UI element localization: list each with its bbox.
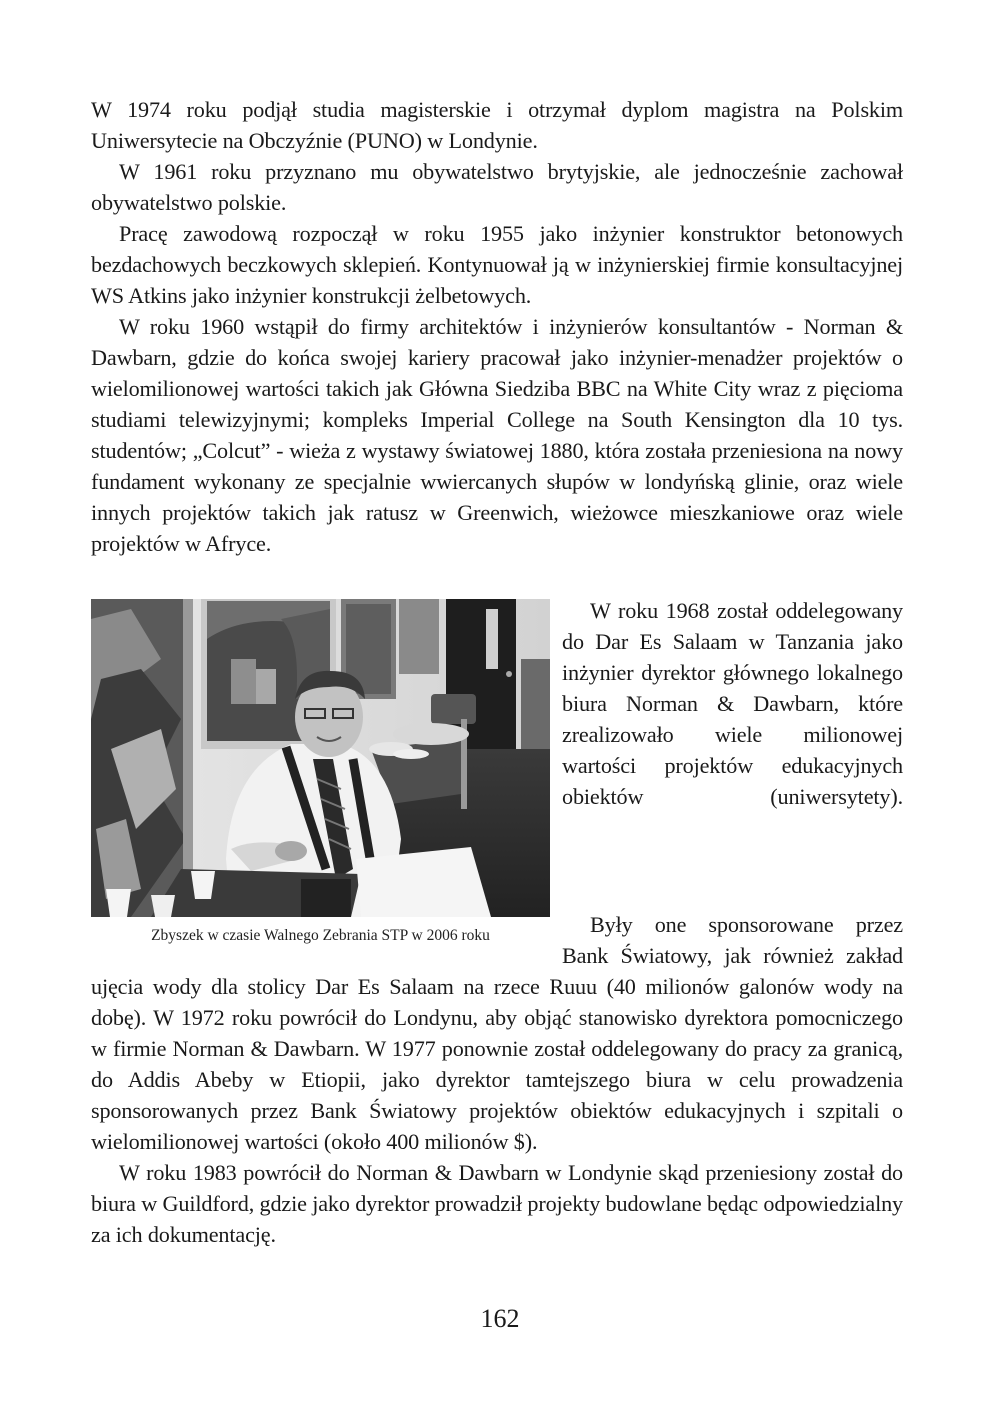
paragraph-world-bank: Były one sponsorowane przez Bank Światowy, jak również zakład ujęcia wody dla stolicy Dar Es Salaam na rzece Ruuu (40 milionów galonów wody na dobę). W 1972 roku powrócił do Londynu, aby objąć stanowisko dyrektora pomocniczego w firmie Norman & Dawbarn. W 1977 ponownie został oddelegowany do pracy za granicą, do Addis Abeby w Etiopii, jako dyrektor tamtejszego biura w celu prowadzenia sponsorowanych przez Bank Światowy projektów obiektów edukacyjnych i szpitali o wielomilionowej wartości (około 400 milionów $).	[91, 912, 903, 1154]
page-body	[91, 94, 903, 1250]
paragraph-puno-studies: W 1974 roku podjął studia magisterskie i otrzymał dyplom magistra na Polskim Uniwersytecie na Obczyźnie (PUNO) w Londynie.	[91, 97, 903, 153]
paragraph-norman-dawbarn: W roku 1960 wstąpił do firmy architektów i inżynierów konsultantów - Norman & Dawbarn, gdzie do końca swojej kariery pracował jako inżynier-menadżer projektów o wielomilionowej wartości takich jak Główna Siedziba BBC na White City wraz z pięcioma studiami telewizyjnymi; kompleks Imperial College na South Kensington dla 10 tys. studentów; „Colcut” - wieża z wystawy światowej 1880, która została przeniesiona na nowy fundament wykonany ze specjalnie wwiercanych słupów w londyńską glinie, oraz wiele innych projektów takich jak ratusz w Greenwich, wieżowce mieszkaniowe oraz wiele projektów w Afryce.	[91, 314, 903, 556]
page-number: 162	[480, 1304, 520, 1333]
photo-caption: Zbyszek w czasie Walnego Zebrania STP w 2006 roku	[151, 927, 490, 944]
photo-illustration	[91, 599, 550, 917]
paragraph-guildford: W roku 1983 powrócił do Norman & Dawbarn w Londynie skąd przeniesiony został do biura w Guildford, gdzie jako dyrektor prowadził projekty budowlane będąc odpowiedzialny za ich dokumentację.	[91, 1160, 903, 1247]
paragraph-citizenship: W 1961 roku przyznano mu obywatelstwo brytyjskie, ale jednocześnie zachował obywatelstwo polskie.	[91, 159, 903, 215]
paragraph-dar-es-salaam: W roku 1968 został oddelegowany do Dar Es Salaam w Tanzania jako inżynier dyrektor głównego lokalnego biura Norman & Dawbarn, które zrealizowało wiele milionowej wartości projektów edukacyjnych obiektów (uniwersytety).	[562, 598, 903, 809]
photo-zbyszek	[91, 599, 550, 917]
figure	[91, 599, 550, 971]
paragraph-early-career: Pracę zawodową rozpoczął w roku 1955 jako inżynier konstruktor betonowych bezdachowych beczkowych sklepień. Kontynuował ją w inżynierskiej firmie konsultacyjnej WS Atkins jako inżynier konstrukcji żelbetowych.	[91, 221, 903, 308]
